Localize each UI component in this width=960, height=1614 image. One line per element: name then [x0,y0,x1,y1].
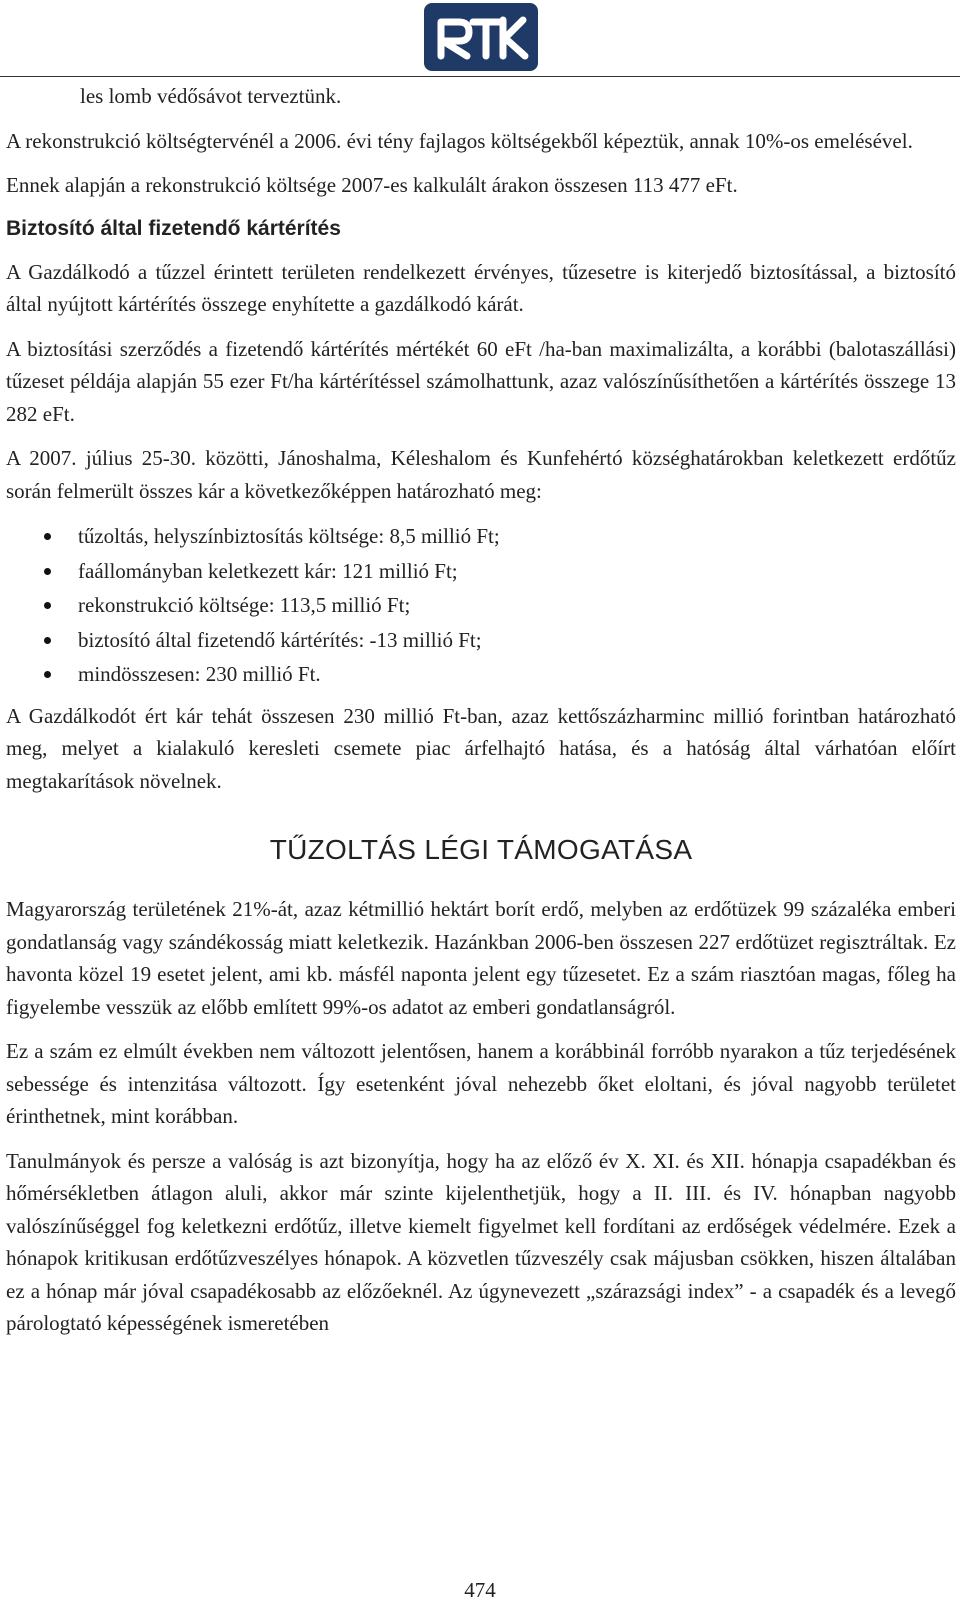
insurance-heading: Biztosító által fizetendő kártérítés [6,216,341,240]
list-item-text: rekonstrukció költsége: 113,5 millió Ft; [78,593,411,617]
insurance-paragraph-3: A 2007. július 25-30. közötti, Jánoshalma, Kéleshalom és Kunfehértó községhatárokban keletkezett erdőtűz során felmerült összes kár a következőképpen határozható meg: [6,446,956,503]
bullet-icon [44,671,51,678]
insurance-paragraph-1: A Gazdálkodó a tűzzel érintett területen rendelkezett érvényes, tűzesetre is kiterjedő biztosítással, a biztosító által nyújtott kártérítés összege enyhítette a gazdálkodó kárát. [6,259,956,316]
list-item-text: tűzoltás, helyszínbiztosítás költsége: 8,5 millió Ft; [78,524,500,548]
section-paragraph-2: Ez a szám ez elmúlt években nem változott jelentősen, hanem a korábbinál forróbb nyarakon a tűz terjedésének sebessége és intenzitása változott. Így esetenként jóval nehezebb őket eloltani, és jóval nagyobb területet érinthetnek, mint korábban. [6,1039,956,1128]
list-item [6,554,956,589]
intro-line: les lomb védősávot terveztünk. [80,84,342,108]
header-rule [0,76,960,77]
page-content [6,80,956,1352]
list-item [6,588,956,623]
cost-items-list [6,519,956,692]
rtk-logo-mark-icon [433,14,529,60]
summary-paragraph: A Gazdálkodót ért kár tehát összesen 230 millió Ft-ban, azaz kettőszázharminc millió forintban határozható meg, melyet a kialakuló keresleti csemete piac árfelhajtó hatása, és a hatóság által várhatóan előírt megtakarítások növelnek. [6,703,956,793]
page-number: 474 [464,1578,496,1602]
list-item-text: biztosító által fizetendő kártérítés: -13 millió Ft; [78,627,482,652]
insurance-paragraph-2: A biztosítási szerződés a fizetendő kártérítés mértékét 60 eFt /ha-ban maximalizálta, a korábbi (balotaszállási) tűzeset példája alapján 55 ezer Ft/ha kártérítéssel számolhattunk, azaz valószínűsíthetően a kártérítés összege 13 282 eFt. [6,336,956,426]
bullet-icon [44,637,51,644]
section-paragraph-1: Magyarország területének 21%-át, azaz kétmillió hektárt borít erdő, melyben az erdőtüzek 99 százaléka emberi gondatlanság vagy szándékosság miatt keletkezik. Hazánkban 2006-ben összesen 227 erdőtüzet regisztráltak. Ez havonta közel 19 esetet jelent, ami kb. másfél naponta jelent egy tűzesetet. Ez a szám riasztóan magas, főleg ha figyelembe vesszük az előbb említett 99%-os adatot az emberi gondatlanságról. [6,897,956,1019]
section-title: TŰZOLTÁS LÉGI TÁMOGATÁSA [269,834,693,865]
bullet-icon [44,602,51,609]
list-item [6,657,956,692]
bullet-icon [44,568,51,575]
list-item [6,623,956,658]
paragraph-cost-plan: A rekonstrukció költségtervénél a 2006. évi tény fajlagos költségekből képeztük, annak 10%-os emelésével. [6,128,913,153]
list-item-text: faállományban keletkezett kár: 121 millió Ft; [78,558,458,583]
list-item-text: mindösszesen: 230 millió Ft. [78,662,321,686]
rtk-logo [424,3,538,71]
section-paragraph-3: Tanulmányok és persze a valóság is azt bizonyítja, hogy ha az előző év X. XI. és XII. hónapja csapadékban és hőmérsékletben átlagon aluli, akkor már szinte kijelenthetjük, hogy a II. III. és IV. hónapban nagyobb valószínűséggel fog keletkezni erdőtűz, illetve kiemelt figyelmet kell fordítani az erdőségek védelmére. Ezek a hónapok kritikusan erdőtűzveszélyes hónapok. A közvetlen tűzveszély csak májusban csökken, hiszen általában ez a hónap már jóval csapadékosabb az előzőeknél. Az úgynevezett „szárazsági index” - a csapadék és a levegő párologtató képességének ismeretében [6,1148,956,1335]
list-item [6,519,956,554]
bullet-icon [44,533,51,540]
paragraph-cost-total: Ennek alapján a rekonstrukció költsége 2007-es kalkulált árakon összesen 113 477 eFt. [6,173,738,197]
